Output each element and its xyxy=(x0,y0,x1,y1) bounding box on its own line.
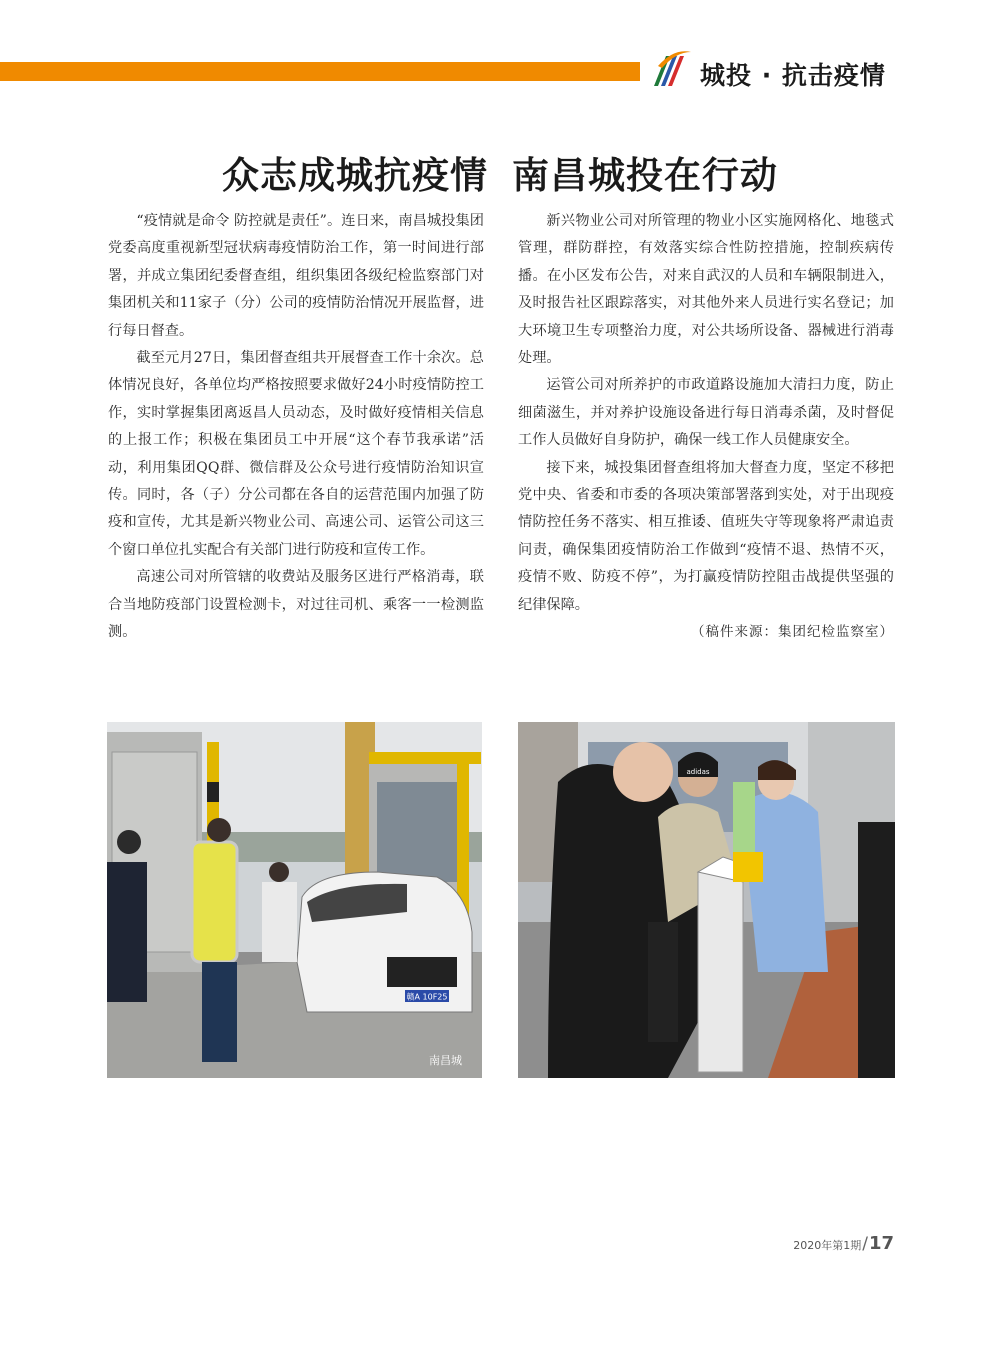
section-title: 城投 · 抗击疫情 xyxy=(700,61,886,90)
page-number: 17 xyxy=(868,1233,894,1254)
cap-logo-text: adidas xyxy=(686,768,710,776)
toll-station-photo xyxy=(107,722,482,1078)
paragraph: 高速公司对所管辖的收费站及服务区进行严格消毒，联合当地防疫部门设置检测卡，对过往司机、乘客一一检测监测。 xyxy=(108,569,484,641)
community-checkpoint-photo xyxy=(518,722,895,1078)
header-orange-bar xyxy=(0,62,640,81)
article-title xyxy=(0,145,1000,199)
article-title-part1: 众志成城抗疫情 xyxy=(222,154,488,197)
issue-label: 2020年第1期 xyxy=(793,1239,862,1252)
article-left-column xyxy=(108,208,484,647)
photo-watermark: 南昌城 xyxy=(429,1054,462,1067)
paragraph: 运管公司对所养护的市政道路设施加大清扫力度，防止细菌滋生，并对养护设施设备进行每日消毒杀菌，及时督促工作人员做好自身防护，确保一线工作人员健康安全。 xyxy=(518,377,894,449)
article-title-part2: 南昌城投在行动 xyxy=(512,154,778,197)
paragraph: “疫情就是命令 防控就是责任”。连日来，南昌城投集团党委高度重视新型冠状病毒疫情防治工作，第一时间进行部署，并成立集团纪委督查组，组织集团各级纪检监察部门对集团机关和11家子（分）公司的疫情防治情况开展监督，进行每日督查。 xyxy=(108,213,484,339)
license-plate: 赣A 10F25 xyxy=(406,992,448,1002)
paragraph: 接下来，城投集团督查组将加大督查力度，坚定不移把党中央、省委和市委的各项决策部署落到实处，对于出现疫情防控任务不落实、相互推诿、值班失守等现象将严肃追责问责，确保集团疫情防治工作做到“疫情不退、热情不灭，疫情不败、防疫不停”，为打赢疫情防控阻击战提供坚强的纪律保障。 xyxy=(518,459,894,613)
paragraph: 截至元月27日，集团督查组共开展督查工作十余次。总体情况良好，各单位均严格按照要求做好24小时疫情防控工作，实时掌握集团离返昌人员动态，及时做好疫情相关信息的上报工作；积极在集团员工中开展“这个春节我承诺”活动，利用集团QQ群、微信群及公众号进行疫情防治知识宣传。同时，各（子）分公司都在各自的运营范围内加强了防疫和宣传，尤其是新兴物业公司、高速公司、运管公司这三个窗口单位扎实配合有关部门进行防疫和宣传工作。 xyxy=(108,350,484,558)
page-footer xyxy=(793,1233,894,1254)
paragraph: 新兴物业公司对所管理的物业小区实施网格化、地毯式管理，群防群控，有效落实综合性防控措施，控制疾病传播。在小区发布公告，对来自武汉的人员和车辆限制进入，及时报告社区跟踪落实，对其他外来人员进行实名登记；加大环境卫生专项整治力度，对公共场所设备、器械进行消毒处理。 xyxy=(518,213,894,367)
footer-divider: / xyxy=(862,1234,868,1254)
article-source: （稿件来源：集团纪检监察室） xyxy=(691,624,894,641)
company-logo-icon xyxy=(648,46,692,88)
article-right-column xyxy=(518,208,894,647)
